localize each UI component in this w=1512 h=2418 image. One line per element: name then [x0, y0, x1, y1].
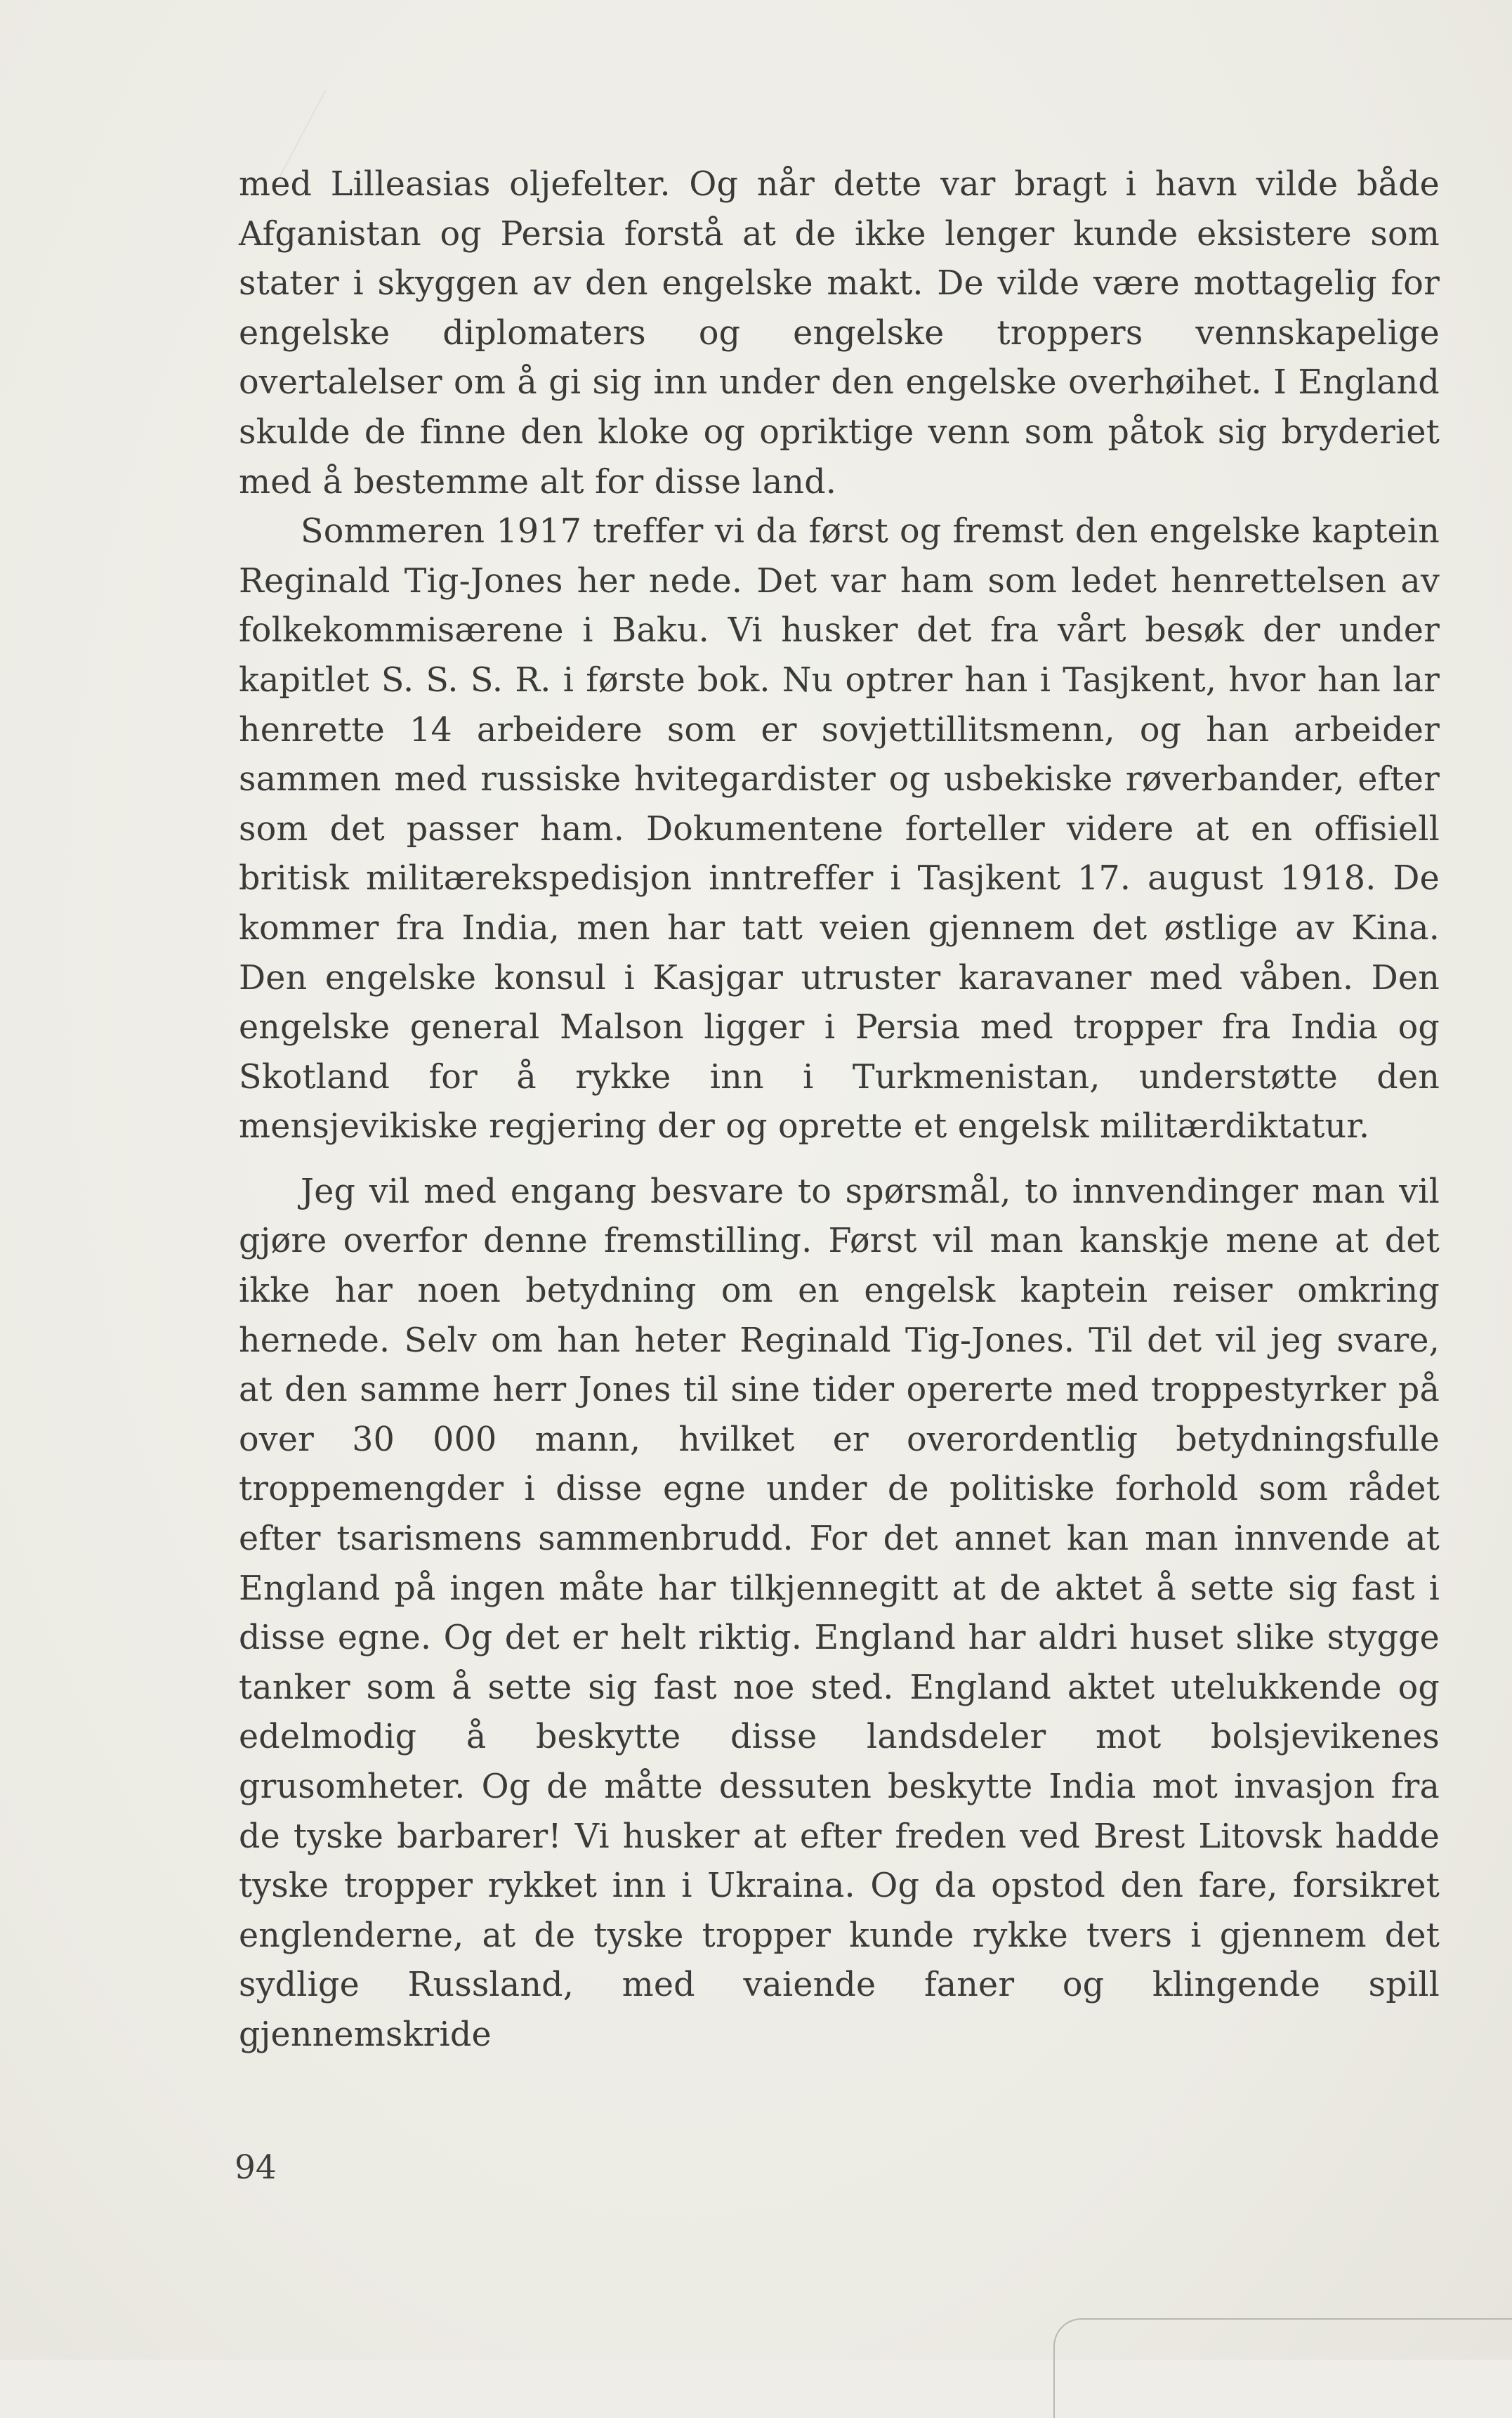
body-text [239, 160, 1440, 2060]
page-edge-curl [1053, 2318, 1512, 2418]
paragraph-3: Jeg vil med engang besvare to spørsmål, to innvendinger man vil gjøre overfor denne fremstilling. Først vil man kanskje mene at det ikke har noen betydning om en engelsk kaptein reiser omkring hernede. Selv om han heter Reginald Tig-Jones. Til det vil jeg svare, at den samme herr Jones til sine tider opererte med troppestyrker på over 30 000 mann, hvilket er overordentlig betydningsfulle troppemengder i disse egne under de politiske forhold som rådet efter tsarismens sammenbrudd. For det annet kan man innvende at England på ingen måte har tilkjennegitt at de aktet å sette sig fast i disse egne. Og det er helt riktig. England har aldri huset slike stygge tanker som å sette sig fast noe sted. England aktet utelukkende og edelmodig å beskytte disse landsdeler mot bolsjevikenes grusomheter. Og de måtte dessuten beskytte India mot invasjon fra de tyske barbarer! Vi husker at efter freden ved Brest Litovsk hadde tyske tropper rykket inn i Ukraina. Og da opstod den fare, forsikret englenderne, at de tyske tropper kunde rykke tvers i gjennem det sydlige Russland, med vaiende faner og klingende spill gjennemskride [239, 1172, 1440, 2054]
paragraph-1: med Lilleasias oljefelter. Og når dette var bragt i havn vilde både Afganistan og Persia forstå at de ikke lenger kunde eksistere som stater i skyggen av den engelske makt. De vilde være mottagelig for engelske diplomaters og engelske troppers vennskapelige overtalelser om å gi sig inn under den engelske overhøihet. I England skulde de finne den kloke og opriktige venn som påtok sig bryderiet med å bestemme alt for disse land. [239, 165, 1440, 502]
page-number: 94 [235, 2148, 277, 2187]
paragraph-2: Sommeren 1917 treffer vi da først og fremst den engelske kaptein Reginald Tig-Jones her nede. Det var ham som ledet henrettelsen av folkekommisærene i Baku. Vi husker det fra vårt besøk der under kapitlet S. S. S. R. i første bok. Nu optrer han i Tasjkent, hvor han lar henrette 14 arbeidere som er sovjettillitsmenn, og han arbeider sammen med russiske hvitegardister og usbekiske røverbander, efter som det passer ham. Dokumentene forteller videre at en offisiell britisk militærekspedisjon inntreffer i Tasjkent 17. august 1918. De kommer fra India, men har tatt veien gjennem det østlige av Kina. Den engelske konsul i Kasjgar utruster karavaner med våben. Den engelske general Malson ligger i Persia med tropper fra India og Skotland for å rykke inn i Turkmenistan, understøtte den mensjevikiske regjering der og oprette et engelsk militærdiktatur. [239, 512, 1440, 1146]
